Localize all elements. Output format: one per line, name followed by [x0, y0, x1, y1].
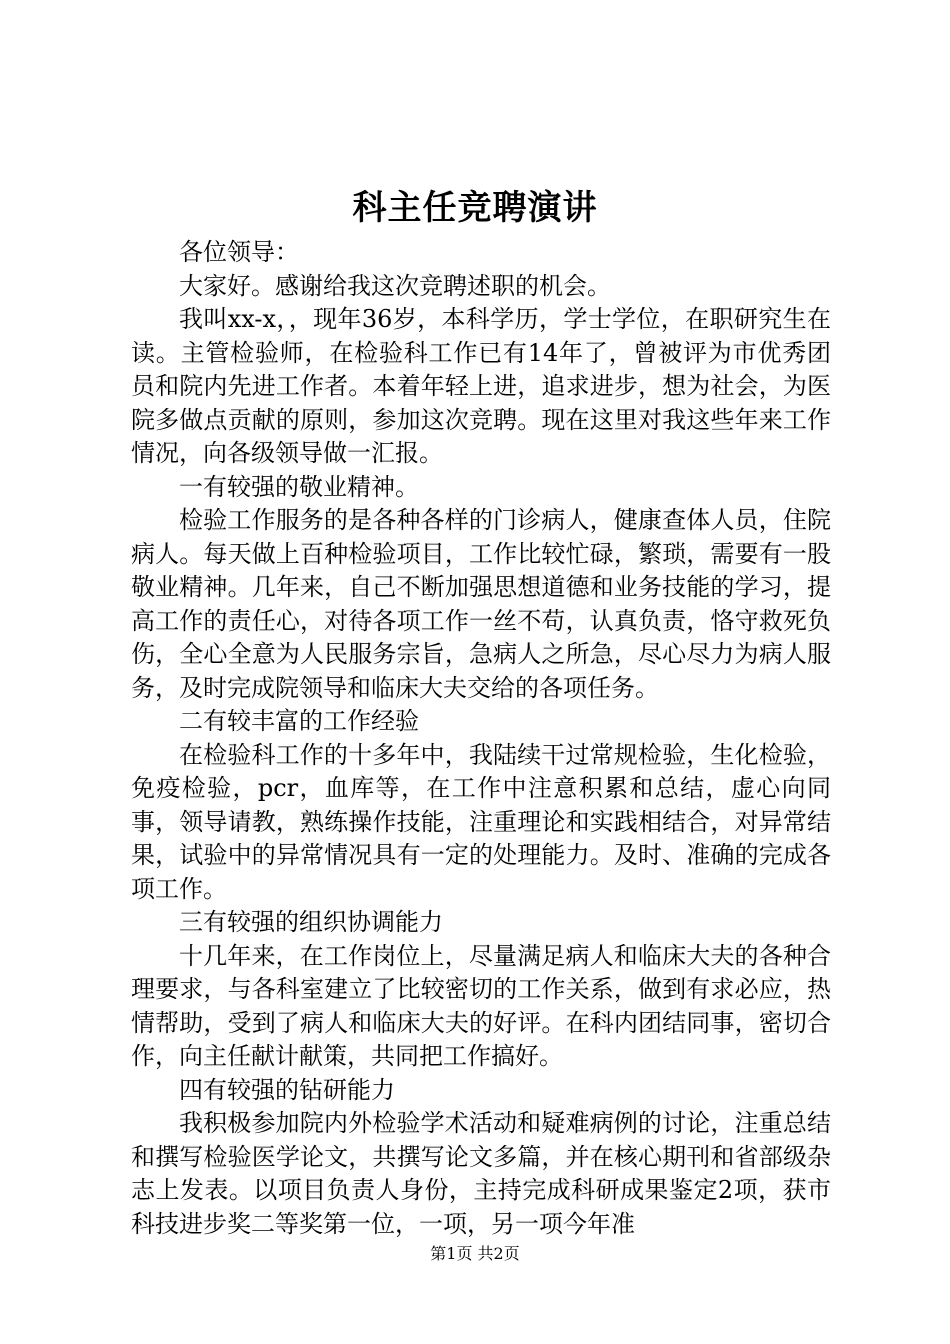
- section-body-2: 在检验科工作的十多年中，我陆续干过常规检验，生化检验，免疫检验，pcr，血库等，在工作中注意积累和总结，虚心向同事，领导请教，熟练操作技能，注重理论和实践相结合，对异常结果，试验中的异常情况具有一定的处理能力。及时、准确的完成各项工作。: [131, 740, 831, 903]
- document-title: 科主任竞聘演讲: [352, 188, 598, 228]
- greeting-paragraph: 各位领导：: [179, 238, 299, 266]
- section-body-3: 十几年来，在工作岗位上，尽量满足病人和临床大夫的各种合理要求，与各科室建立了比较密切的工作关系，做到有求必应，热情帮助，受到了病人和临床大夫的好评。在科内团结同事，密切合作，向主任献计献策，共同把工作搞好。: [131, 941, 831, 1070]
- section-body-4: 我积极参加院内外检验学术活动和疑难病例的讨论，注重总结和撰写检验医学论文，共撰写论文多篇，并在核心期刊和省部级杂志上发表。以项目负责人身份，主持完成科研成果鉴定2项，获市科技进步奖二等奖第一位，一项，另一项今年准: [131, 1109, 831, 1238]
- document-body: [131, 236, 831, 1241]
- section-heading-4: 四有较强的钻研能力: [179, 1075, 395, 1104]
- section-body-1: 检验工作服务的是各种各样的门诊病人，健康查体人员，住院病人。每天做上百种检验项目，工作比较忙碌，繁琐，需要有一股敬业精神。几年来，自己不断加强思想道德和业务技能的学习，提高工作的责任心，对待各项工作一丝不苟，认真负责，恪守救死负伤，全心全意为人民服务宗旨，急病人之所急，尽心尽力为病人服务，及时完成院领导和临床大夫交给的各项任务。: [131, 506, 831, 702]
- introduction-paragraph: 我叫xx-x，，现年36岁，本科学历，学士学位，在职研究生在读。主管检验师，在检验科工作已有14年了，曾被评为市优秀团员和院内先进工作者。本着年轻上进，追求进步，想为社会，为医院多做点贡献的原则，参加这次竞聘。现在这里对我这些年来工作情况，向各级领导做一汇报。: [131, 305, 831, 467]
- section-heading-3: 三有较强的组织协调能力: [179, 908, 443, 936]
- section-heading-1: 一有较强的敬业精神。: [179, 472, 419, 501]
- opening-paragraph: 大家好。感谢给我这次竞聘述职的机会。: [179, 271, 611, 300]
- page-number-footer: 第1页 共2页: [430, 1244, 520, 1263]
- section-heading-2: 二有较丰富的工作经验: [179, 707, 419, 735]
